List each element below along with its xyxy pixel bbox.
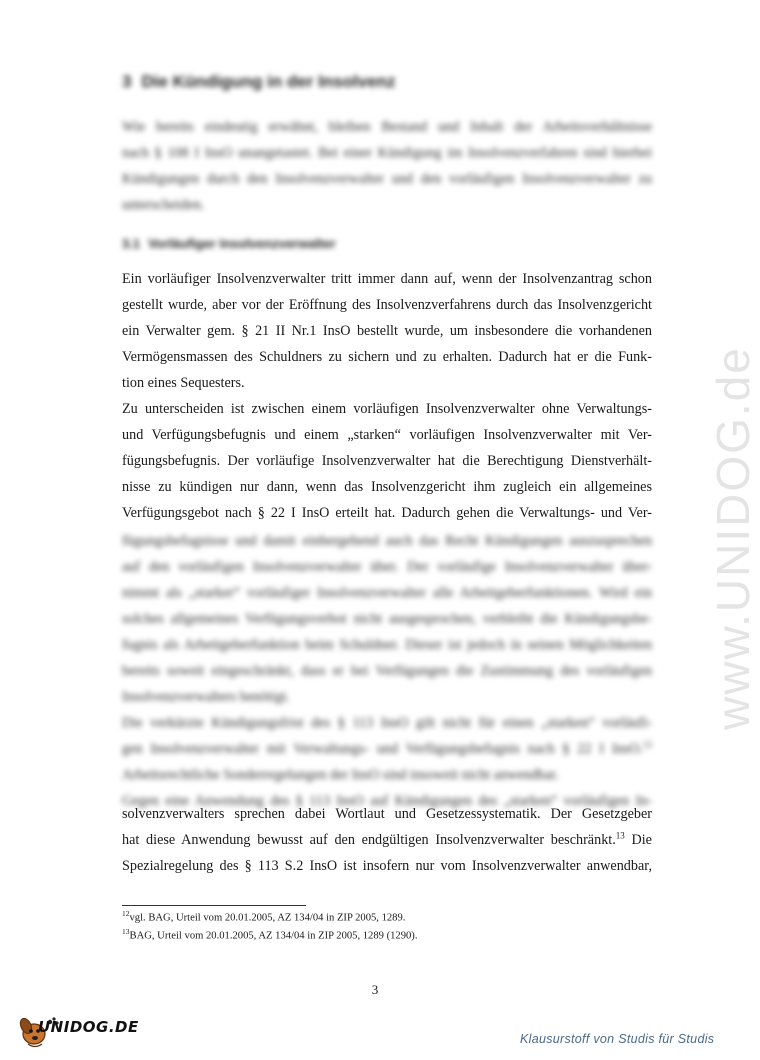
footnote-text: BAG, Urteil vom 20.01.2005, AZ 134/04 in ZIP 2005, 1289 (1290). xyxy=(129,930,418,942)
footnote-mark: 13 xyxy=(122,926,130,936)
footnote-reference[interactable]: 13 xyxy=(615,830,625,841)
paragraph-line xyxy=(122,827,652,853)
paragraph-line: fügungsbefugnisse und damit einhergehend auch das Recht Kündigungen auszusprechen xyxy=(122,533,652,549)
body-paragraphs-clear xyxy=(122,266,652,526)
footnote xyxy=(122,925,652,943)
tagline: Klausurstoff von Studis für Studis xyxy=(520,1032,715,1046)
watermark: www.UNIDOG.de xyxy=(707,346,759,730)
paragraph-line: fugnis als Arbeitgeberfunktion beim Schuldner. Dieser ist jedoch in seinen Möglichkeiten xyxy=(122,637,652,653)
footnote-divider xyxy=(122,905,306,906)
chapter-title: Die Kündigung in der Insolvenz xyxy=(141,72,396,91)
section-heading xyxy=(122,236,336,251)
paragraph-line: bereits soweit eingeschränkt, dass er bei Verfügungen die Zustimmung des vorläufigen xyxy=(122,663,652,679)
paragraph-line: Insolvenzverwalters benötigt. xyxy=(122,689,290,705)
intro-line: unterscheiden. xyxy=(122,197,205,213)
intro-paragraph xyxy=(122,114,652,218)
paragraph-line: Ein vorläufiger Insolvenzverwalter tritt immer dann auf, wenn der Insolvenzantrag schon xyxy=(122,271,652,287)
paragraph-line: Gegen eine Anwendung des § 113 InsO auf Kündigungen des „starken“ vorläufigen In- xyxy=(122,793,652,809)
paragraph-line: tion eines Sequesters. xyxy=(122,375,245,391)
paragraph-line: fügungsbefugnis. Der vorläufige Insolvenzverwalter hat die Berechtigung Dienstverhält- xyxy=(122,453,652,469)
paragraph-line: nisse zu kündigen nur dann, wenn das Insolvenzgericht ihm zugleich ein allgemeines xyxy=(122,479,652,495)
intro-line: nach § 108 I InsO unangetastet. Bei einer Kündigung im Insolvenzverfahren sind hierbei xyxy=(122,145,652,161)
section-title: Vorläufiger Insolvenzverwalter xyxy=(148,236,336,251)
paragraph-line: solvenzverwalters sprechen dabei Wortlaut und Gesetzessystematik. Der Gesetzgeber xyxy=(122,806,652,822)
footnote-reference[interactable]: 12 xyxy=(643,739,652,750)
logo-wordmark[interactable]: UNIDOG.DE xyxy=(38,1018,139,1036)
paragraph-line: auf den vorläufigen Insolvenzverwalter über. Der vorläufige Insolvenzverwalter über- xyxy=(122,559,652,575)
line-text: Die xyxy=(624,832,652,848)
paragraph-line: solches allgemeines Verfügungsverbot nicht ausgesprochen, verbleibt die Kündigungsbe- xyxy=(122,611,652,627)
intro-line: Wie bereits eindeutig erwähnt, bleiben Bestand und Inhalt der Arbeitsverhältnisse xyxy=(122,119,652,135)
paragraph-line xyxy=(122,736,652,762)
body-paragraphs-blurred xyxy=(122,528,652,814)
paragraph-line: Spezialregelung des § 113 S.2 InsO ist insofern nur vom Insolvenzverwalter anwendbar, xyxy=(122,858,652,874)
footnotes xyxy=(122,907,652,942)
footnote xyxy=(122,907,652,925)
paragraph-line: und Verfügungsbefugnis und einem „starken“ vorläufigen Insolvenzverwalter mit Ver- xyxy=(122,427,652,443)
paragraph-line: Vermögensmassen des Schuldners zu sichern und zu erhalten. Dadurch hat er die Funk- xyxy=(122,349,652,365)
footnote-text: vgl. BAG, Urteil vom 20.01.2005, AZ 134/04 in ZIP 2005, 1289. xyxy=(129,912,406,924)
line-text: hat diese Anwendung bewusst auf den endgültigen Insolvenzverwalter beschränkt. xyxy=(122,832,616,848)
chapter-number: 3 xyxy=(122,72,132,91)
line-text: gen Insolvenzverwalter mit Verwaltungs- und Verfügungsbefugnis nach § 22 I InsO. xyxy=(122,741,643,757)
paragraph-line: ein Verwalter gem. § 21 II Nr.1 InsO bestellt wurde, um insbesondere die vorhandenen xyxy=(122,323,652,339)
paragraph-line: Arbeitsrechtliche Sonderregelungen der InsO sind insoweit nicht anwendbar. xyxy=(122,767,559,783)
chapter-heading xyxy=(122,72,396,92)
paragraph-line: Verfügungsgebot nach § 22 I InsO erteilt hat. Dadurch gehen die Verwaltungs- und Ver- xyxy=(122,505,652,521)
paragraph-line: nimmt als „starker“ vorläufiger Insolvenzverwalter alle Arbeitgeberfunktionen. Wird ein xyxy=(122,585,652,601)
page-number: 3 xyxy=(371,982,379,997)
intro-line: Kündigungen durch den Insolvenzverwalter und den vorläufigen Insolvenzverwalter zu xyxy=(122,171,652,187)
paragraph-line: Zu unterscheiden ist zwischen einem vorläufigen Insolvenzverwalter ohne Verwaltungs- xyxy=(122,401,652,417)
paragraph-line: Die verkürzte Kündigungsfrist des § 113 InsO gilt nicht für einen „starken“ vorläufi- xyxy=(122,715,652,731)
footnote-mark: 12 xyxy=(122,909,130,918)
section-number: 3.1 xyxy=(122,236,141,251)
paragraph-line: gestellt wurde, aber vor der Eröffnung des Insolvenzverfahrens durch das Insolvenzgericht xyxy=(122,297,652,313)
body-paragraph-end xyxy=(122,801,652,879)
